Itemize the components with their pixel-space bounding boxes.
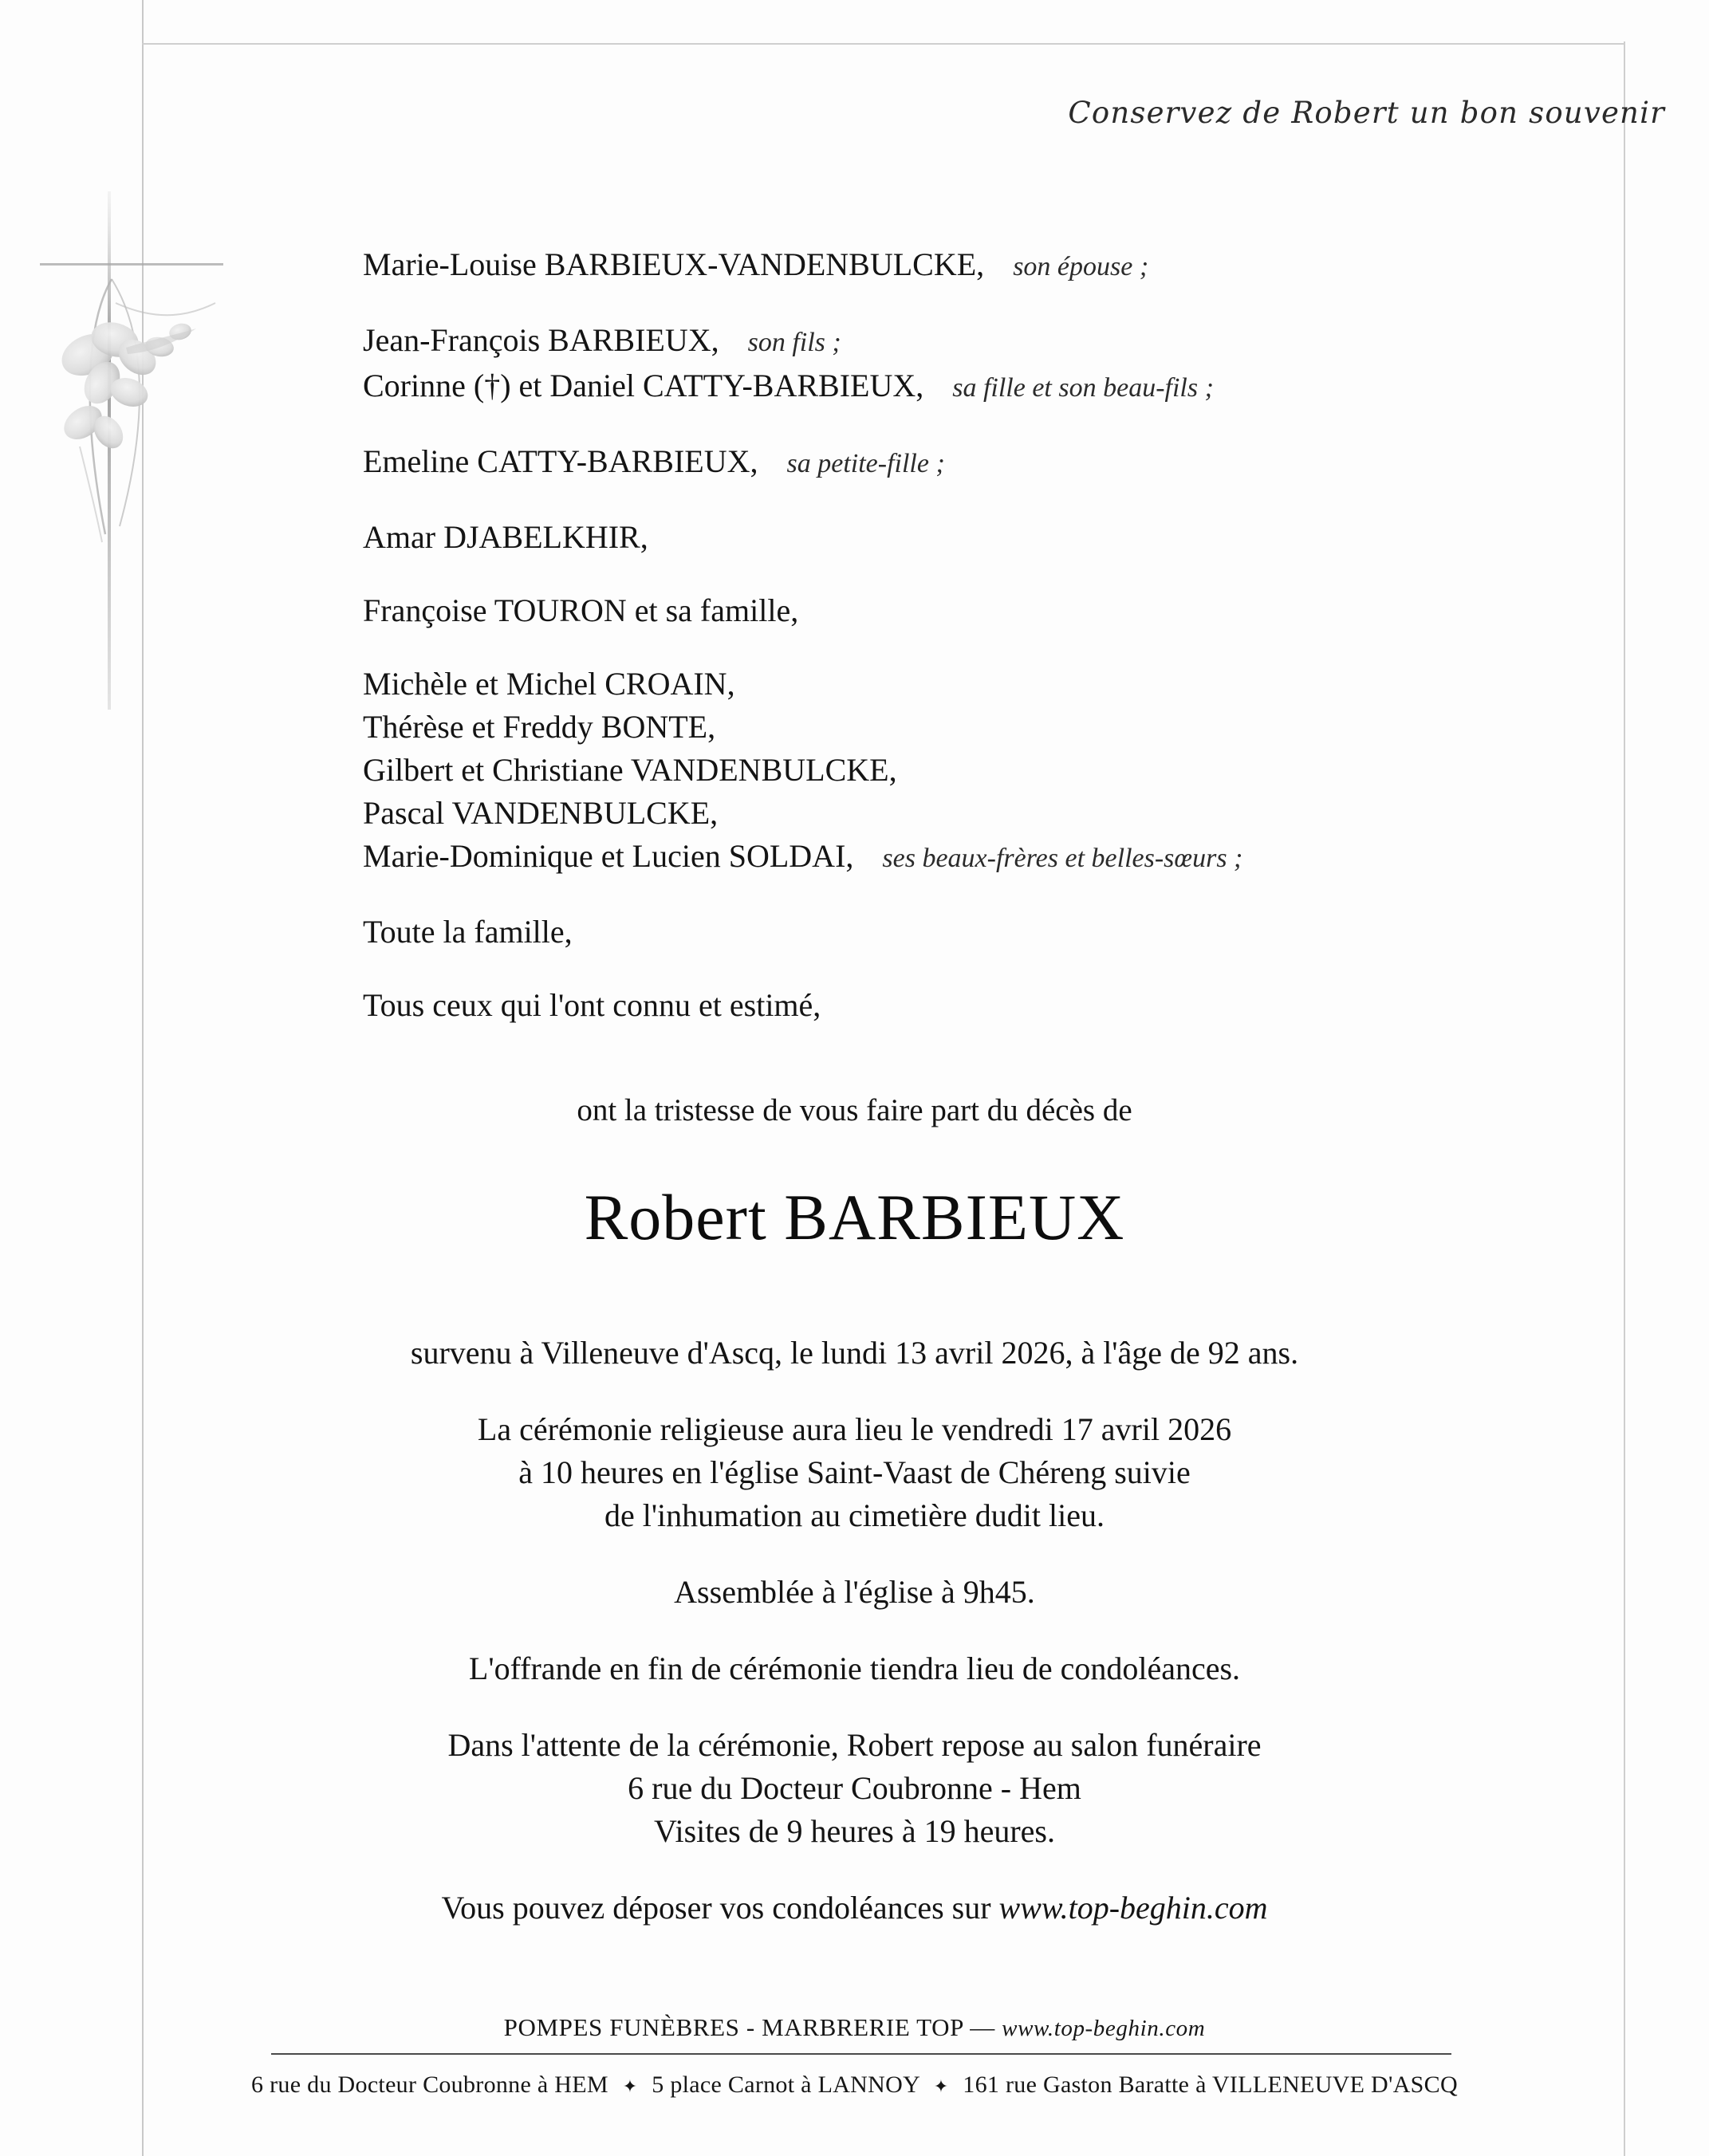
family-line xyxy=(363,440,1559,486)
footer-address-3: 161 rue Gaston Baratte à VILLENEUVE D'ASCQ xyxy=(963,2071,1458,2098)
condolences-website-link[interactable]: www.top-beghin.com xyxy=(998,1890,1268,1926)
family-member-name: Pascal VANDENBULCKE, xyxy=(363,795,719,831)
condolences-text: Vous pouvez déposer vos condoléances sur xyxy=(441,1890,999,1926)
footer-website-link[interactable]: www.top-beghin.com xyxy=(1002,2016,1206,2041)
cross-icon xyxy=(32,183,271,726)
footer-company-name: POMPES FUNÈBRES - MARBRERIE TOP xyxy=(503,2013,963,2041)
repose-line-2: 6 rue du Docteur Coubronne - Hem xyxy=(628,1770,1081,1806)
diamond-separator-icon: ✦ xyxy=(933,2076,949,2097)
family-line xyxy=(363,364,1559,410)
family-line xyxy=(363,589,1559,632)
family-member-relation: sa fille et son beau-fils ; xyxy=(952,373,1214,403)
family-group xyxy=(363,663,1559,880)
deceased-name: Robert BARBIEUX xyxy=(584,1181,1125,1253)
family-group xyxy=(363,589,1559,632)
souvenir-text: Conservez de Robert un bon souvenir xyxy=(1068,96,1665,130)
footer-address-2: 5 place Carnot à LANNOY xyxy=(652,2071,919,2098)
family-line xyxy=(363,706,1559,749)
announcement-intro: ont la tristesse de vous faire part du décès de xyxy=(577,1093,1132,1127)
condolences-note xyxy=(0,1886,1709,1930)
family-line xyxy=(363,319,1559,364)
family-line xyxy=(363,749,1559,792)
family-member-name: Amar DJABELKHIR, xyxy=(363,519,648,555)
assembly-time: Assemblée à l'église à 9h45. xyxy=(674,1574,1035,1610)
family-line xyxy=(363,835,1559,880)
family-member-relation: sa petite-fille ; xyxy=(786,449,945,478)
family-member-name: Michèle et Michel CROAIN, xyxy=(363,666,735,702)
ceremony-details xyxy=(0,1408,1709,1537)
family-group xyxy=(363,319,1559,410)
family-member-name: Corinne (†) et Daniel CATTY-BARBIEUX, xyxy=(363,368,924,403)
death-details: survenu à Villeneuve d'Ascq, le lundi 13 avril 2026, à l'âge de 92 ans. xyxy=(410,1335,1299,1371)
footer-dash: — xyxy=(970,2013,995,2041)
announcement-body xyxy=(0,1332,1709,1963)
family-group xyxy=(363,440,1559,486)
diamond-separator-icon: ✦ xyxy=(622,2076,638,2097)
family-line xyxy=(363,792,1559,835)
ceremony-line-2: à 10 heures en l'église Saint-Vaast de Chéreng suivie xyxy=(518,1454,1191,1490)
family-member-name: Françoise TOURON et sa famille, xyxy=(363,592,799,628)
family-member-name: Gilbert et Christiane VANDENBULCKE, xyxy=(363,752,897,788)
family-member-name: Emeline CATTY-BARBIEUX, xyxy=(363,443,758,479)
repose-line-1: Dans l'attente de la cérémonie, Robert repose au salon funéraire xyxy=(447,1727,1262,1763)
family-group xyxy=(363,243,1559,289)
family-member-name: Thérèse et Freddy BONTE, xyxy=(363,709,716,745)
scan-border-top xyxy=(142,43,1625,45)
family-group xyxy=(363,516,1559,559)
footer-divider xyxy=(271,2053,1451,2055)
family-member-relation: son fils ; xyxy=(747,328,841,357)
ceremony-line-1: La cérémonie religieuse aura lieu le vendredi 17 avril 2026 xyxy=(477,1411,1232,1447)
family-member-name: Marie-Dominique et Lucien SOLDAI, xyxy=(363,838,854,874)
family-member-name: Marie-Louise BARBIEUX-VANDENBULCKE, xyxy=(363,246,985,282)
family-list xyxy=(363,243,1559,1057)
repose-line-3: Visites de 9 heures à 19 heures. xyxy=(653,1813,1055,1849)
footer-address-1: 6 rue du Docteur Coubronne à HEM xyxy=(251,2071,608,2098)
footer-addresses xyxy=(0,2071,1709,2099)
family-line xyxy=(363,984,1559,1027)
family-group xyxy=(363,911,1559,954)
offering-note: L'offrande en fin de cérémonie tiendra lieu de condoléances. xyxy=(468,1650,1241,1686)
family-member-name: Jean-François BARBIEUX, xyxy=(363,322,719,358)
family-member-name: Toute la famille, xyxy=(363,914,573,950)
souvenir-header xyxy=(469,96,1665,130)
family-group xyxy=(363,984,1559,1027)
family-member-name: Tous ceux qui l'ont connu et estimé, xyxy=(363,987,821,1023)
ceremony-line-3: de l'inhumation au cimetière dudit lieu. xyxy=(604,1497,1105,1533)
cross-orchid-decoration xyxy=(32,183,271,726)
family-line xyxy=(363,911,1559,954)
footer-company xyxy=(0,2013,1709,2042)
family-line xyxy=(363,243,1559,289)
repose-details xyxy=(0,1724,1709,1853)
family-line xyxy=(363,516,1559,559)
family-line xyxy=(363,663,1559,706)
family-member-relation: son épouse ; xyxy=(1013,252,1149,281)
family-member-relation: ses beaux-frères et belles-sœurs ; xyxy=(882,844,1243,873)
